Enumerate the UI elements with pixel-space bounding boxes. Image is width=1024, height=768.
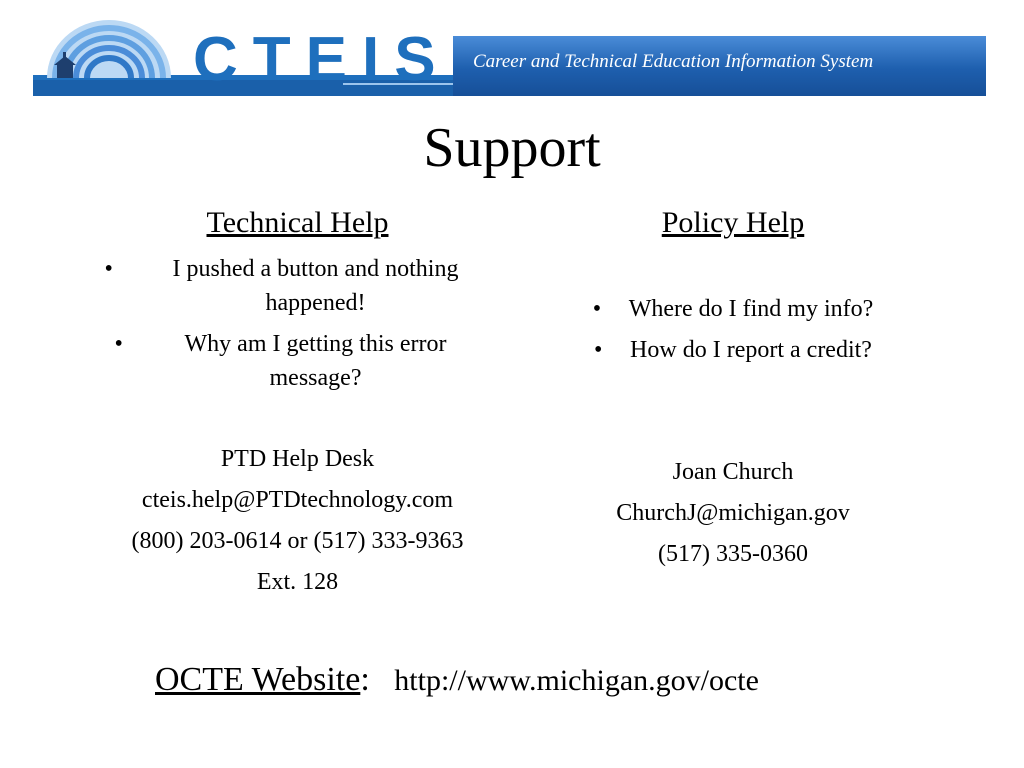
technical-help-heading-text: Technical Help: [206, 206, 389, 239]
list-item: [90, 252, 505, 320]
page-title: Support: [423, 117, 601, 179]
bullet-icon: •: [114, 331, 123, 357]
contact-name: Joan Church: [672, 459, 794, 485]
list-item: [90, 327, 505, 395]
policy-help-list: [528, 292, 938, 374]
policy-help-heading-text: Policy Help: [661, 206, 805, 239]
contact-email[interactable]: cteis.help@PTDtechnology.com: [141, 487, 454, 513]
policy-contact: [528, 452, 938, 575]
header-banner: [33, 20, 986, 98]
cteis-wordmark: CTEIS: [193, 25, 451, 94]
policy-help-heading: [528, 205, 938, 241]
contact-email[interactable]: ChurchJ@michigan.gov: [616, 500, 850, 526]
technical-help-heading: [90, 205, 505, 241]
list-item-text: How do I report a credit?: [630, 337, 872, 363]
contact-extension: Ext. 128: [256, 569, 339, 595]
octe-website-line: [155, 657, 759, 704]
list-item: [528, 333, 938, 367]
technical-help-list: [90, 252, 505, 402]
bullet-icon: •: [104, 256, 113, 282]
list-item-text: Where do I find my info?: [628, 296, 874, 322]
octe-website-link[interactable]: OCTE Website: [155, 661, 361, 698]
list-item: [528, 292, 938, 326]
octe-website-url[interactable]: http://www.michigan.gov/octe: [394, 664, 759, 697]
contact-phone: (517) 335-0360: [658, 541, 808, 567]
contact-phone: (800) 203-0614 or (517) 333-9363: [131, 528, 464, 554]
technical-contact: [90, 439, 505, 603]
list-item-text: Why am I getting this error message?: [184, 331, 447, 391]
contact-name: PTD Help Desk: [220, 446, 375, 472]
footer-separator: :: [360, 661, 370, 698]
banner-tagline: Career and Technical Education Information System: [473, 51, 874, 72]
list-item-text: I pushed a button and nothing happened!: [172, 256, 459, 316]
bullet-icon: •: [592, 296, 602, 322]
bullet-icon: •: [594, 337, 603, 363]
